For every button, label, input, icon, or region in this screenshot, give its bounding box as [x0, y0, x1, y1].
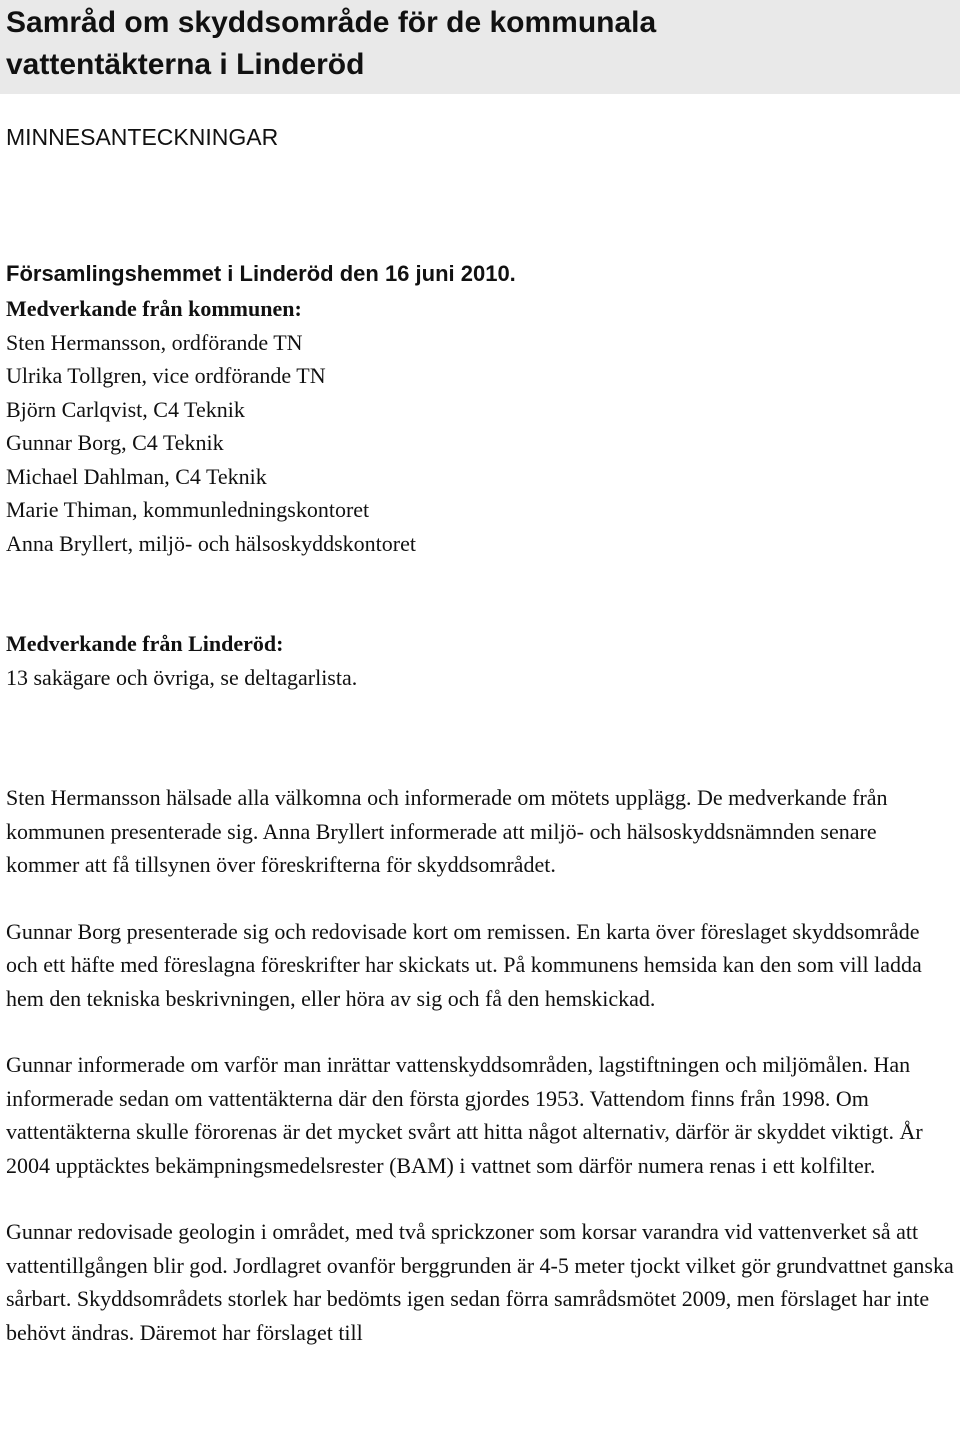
document-title [6, 2, 954, 86]
paragraph: Gunnar Borg presenterade sig och redovisade kort om remissen. En karta över föreslaget skyddsområde och ett häfte med föreslagna föreskrifter har skickats ut. På kommunens hemsida kan den som vill ladda hem den tekniska beskrivningen, eller höra av sig och få den hemskickad. [6, 918, 922, 1011]
title-block [0, 0, 960, 94]
meeting-place-date: Församlingshemmet i Linderöd den 16 juni 2010. [6, 261, 516, 286]
paragraph: Gunnar redovisade geologin i området, med två sprickzoner som korsar varandra vid vattenverket så att vattentillgången blir god. Jordlagret ovanför berggrunden är 4-5 meter tjockt vilket gör grundvattnet ganska sårbart. Skyddsområdets storlek har bedömts igen sedan förra samrådsmötet 2009, men förslaget har inte behövt ändras. Däremot har förslaget till [6, 1219, 954, 1345]
paragraph: Gunnar informerade om varför man inrättar vattenskyddsområden, lagstiftningen och miljömålen. Han informerade sedan om vattentäkterna där den första gjordes 1953. Vattendom finns från 1998. Om vattentäkterna skulle förorenas är det mycket svårt att hitta något alternativ, därför är skyddet viktigt. År 2004 upptäcktes bekämpningsmedelsrester (BAM) i vattnet som därför numera renas i ett kolfilter. [6, 1052, 923, 1178]
participant-item: Sten Hermansson, ordförande TN [6, 329, 303, 355]
participant-item: Ulrika Tollgren, vice ordförande TN [6, 363, 326, 388]
participants-linderod-text: 13 sakägare och övriga, se deltagarlista. [6, 664, 358, 690]
participants-linderod-heading: Medverkande från Linderöd: [6, 631, 284, 656]
minutes-body [0, 781, 960, 1349]
participants-kommun [0, 292, 960, 560]
participant-item: Anna Bryllert, miljö- och hälsoskyddskontoret [6, 530, 416, 556]
title-line-1: Samråd om skyddsområde för de kommunala [6, 6, 657, 39]
paragraph: Sten Hermansson hälsade alla välkomna och informerade om mötets upplägg. De medverkande från kommunen presenterade sig. Anna Bryllert informerade att miljö- och hälsoskyddsnämnden senare kommer att få tillsynen över föreskrifterna för skyddsområdet. [6, 785, 888, 877]
participant-item: Björn Carlqvist, C4 Teknik [6, 396, 245, 422]
participant-item: Gunnar Borg, C4 Teknik [6, 430, 224, 455]
title-line-2: vattentäkterna i Linderöd [6, 48, 365, 81]
participant-item: Marie Thiman, kommunledningskontoret [6, 497, 370, 522]
document-type: MINNESANTECKNINGAR [6, 124, 279, 150]
participants-kommun-heading: Medverkande från kommunen: [6, 296, 302, 321]
participant-item: Michael Dahlman, C4 Teknik [6, 463, 267, 489]
participants-linderod [0, 627, 960, 694]
participants-kommun-list [6, 326, 954, 561]
